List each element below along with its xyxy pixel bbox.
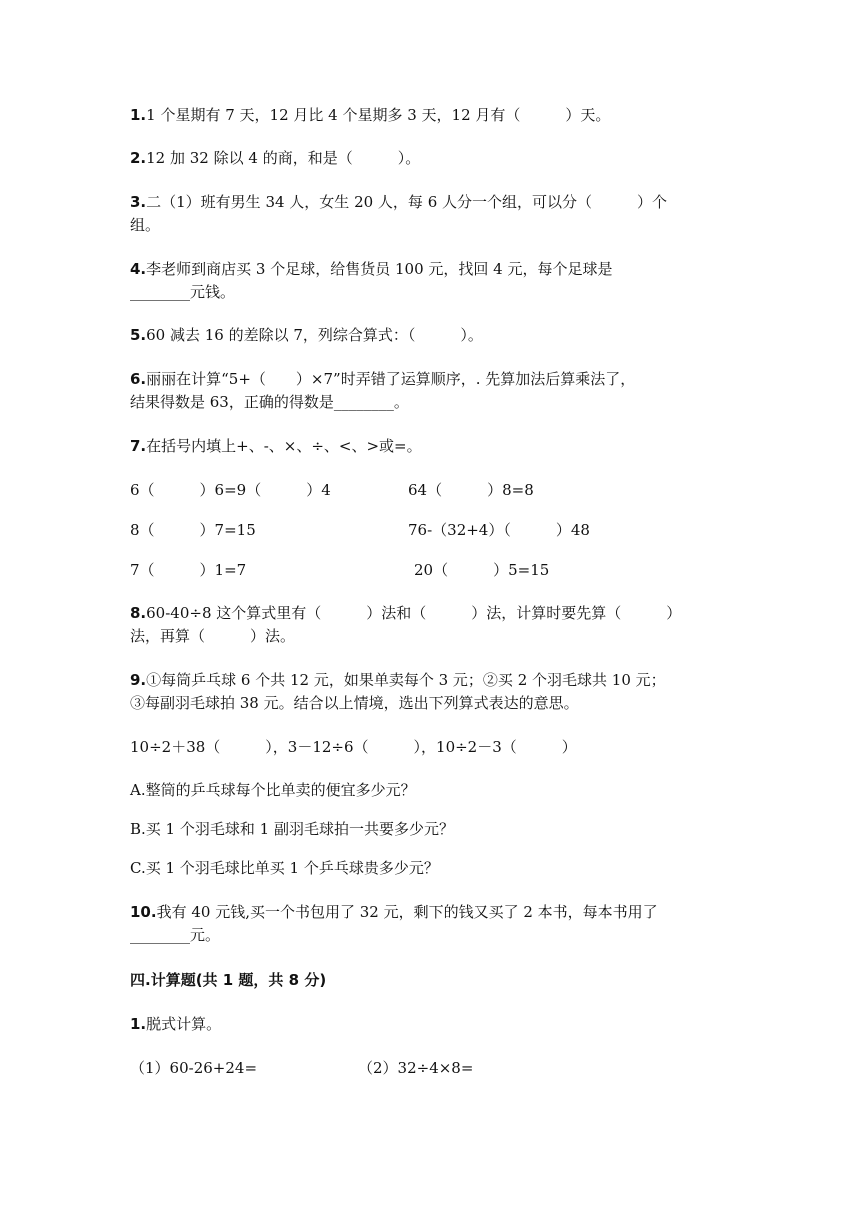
q7-row-1-right <box>408 479 534 502</box>
question-1 <box>130 104 610 127</box>
question-number: 4. <box>130 260 147 278</box>
question-text-line1: ①每筒乒乓球 6 个共 12 元，如果单卖每个 3 元；②买 2 个羽毛球共 10 元； <box>146 671 666 689</box>
question-text-line1: 二（1）班有男生 34 人，女生 20 人，每 6 人分一个组，可以分（ ）个 <box>146 193 668 211</box>
equation: 76-（32+4）（ ）48 <box>408 521 590 539</box>
option-text: A.整筒的乒乓球每个比单卖的便宜多少元？ <box>130 781 416 799</box>
expressions-text: 10÷2＋38（ ），3－12÷6（ ），10÷2－3（ ） <box>130 738 577 756</box>
question-text: 在括号内填上+、-、×、÷、<、>或=。 <box>146 437 422 455</box>
question-4 <box>130 258 612 281</box>
question-9 <box>130 669 666 692</box>
question-text-line1: 60-40÷8 这个算式里有（ ）法和（ ）法，计算时要先算（ ） <box>146 604 682 622</box>
question-text-line1: 我有 40 元钱,买一个书包用了 32 元，剩下的钱又买了 2 本书，每本书用了 <box>156 903 658 921</box>
equation: 6（ ）6=9（ ）4 <box>130 481 331 499</box>
question-number: 5. <box>130 326 147 344</box>
q7-row-1-left <box>130 479 331 502</box>
question-text-line2: ________元钱。 <box>130 283 236 301</box>
question-number: 8. <box>130 604 147 622</box>
section-title: 四.计算题(共 1 题，共 8 分) <box>130 971 327 989</box>
question-text: 1 个星期有 7 天，12 月比 4 个星期多 3 天，12 月有（ ）天。 <box>146 106 611 124</box>
question-number: 2. <box>130 149 147 167</box>
q9-option-c <box>130 857 439 880</box>
question-9-cont <box>130 692 579 715</box>
calc-question-1 <box>130 1013 221 1036</box>
question-6 <box>130 368 635 391</box>
question-7 <box>130 435 422 458</box>
question-number: 7. <box>130 437 147 455</box>
question-text-line2: 法，再算（ ）法。 <box>130 627 296 645</box>
q9-expressions <box>130 736 577 759</box>
question-number: 3. <box>130 193 147 211</box>
question-10-cont <box>130 924 220 947</box>
question-text-line2: 结果得数是 63，正确的得数是________。 <box>130 393 409 411</box>
question-number: 1. <box>130 1015 147 1033</box>
question-5 <box>130 324 483 347</box>
question-text-line2: ③每副羽毛球拍 38 元。结合以上情境，选出下列算式表达的意思。 <box>130 694 579 712</box>
calc-problem-1 <box>130 1057 257 1080</box>
question-text-line1: 丽丽在计算“5+（ ）×7”时弄错了运算顺序，. 先算加法后算乘法了， <box>146 370 636 388</box>
question-4-cont <box>130 281 235 304</box>
equation: 7（ ）1=7 <box>130 561 247 579</box>
equation: 20（ ）5=15 <box>414 561 550 579</box>
question-text-line2: 组。 <box>130 216 161 234</box>
question-3 <box>130 191 667 214</box>
question-2 <box>130 147 420 170</box>
question-text: 脱式计算。 <box>146 1015 222 1033</box>
question-number: 1. <box>130 106 147 124</box>
problem-text: （1）60-26+24= <box>130 1059 258 1077</box>
q9-option-a <box>130 779 416 802</box>
problem-text: （2）32÷4×8= <box>358 1059 474 1077</box>
question-10 <box>130 901 658 924</box>
question-text-line1: 李老师到商店买 3 个足球，给售货员 100 元，找回 4 元，每个足球是 <box>146 260 613 278</box>
question-number: 9. <box>130 671 147 689</box>
q7-row-2-right <box>408 519 590 542</box>
q9-option-b <box>130 818 454 841</box>
q7-row-3-right <box>414 559 549 582</box>
question-number: 10. <box>130 903 157 921</box>
question-text: 12 加 32 除以 4 的商，和是（ ）。 <box>146 149 421 167</box>
equation: 8（ ）7=15 <box>130 521 256 539</box>
question-6-cont <box>130 391 409 414</box>
question-number: 6. <box>130 370 147 388</box>
section-heading <box>130 969 326 992</box>
q7-row-2-left <box>130 519 256 542</box>
question-8 <box>130 602 681 625</box>
option-text: B.买 1 个羽毛球和 1 副羽毛球拍一共要多少元？ <box>130 820 454 838</box>
option-text: C.买 1 个羽毛球比单买 1 个乒乓球贵多少元？ <box>130 859 439 877</box>
equation: 64（ ）8=8 <box>408 481 534 499</box>
question-8-cont <box>130 625 295 648</box>
question-text-line2: ________元。 <box>130 926 221 944</box>
question-text: 60 减去 16 的差除以 7，列综合算式：（ ）。 <box>146 326 483 344</box>
q7-row-3-left <box>130 559 246 582</box>
question-3-cont <box>130 214 160 237</box>
calc-problem-2 <box>358 1057 473 1080</box>
